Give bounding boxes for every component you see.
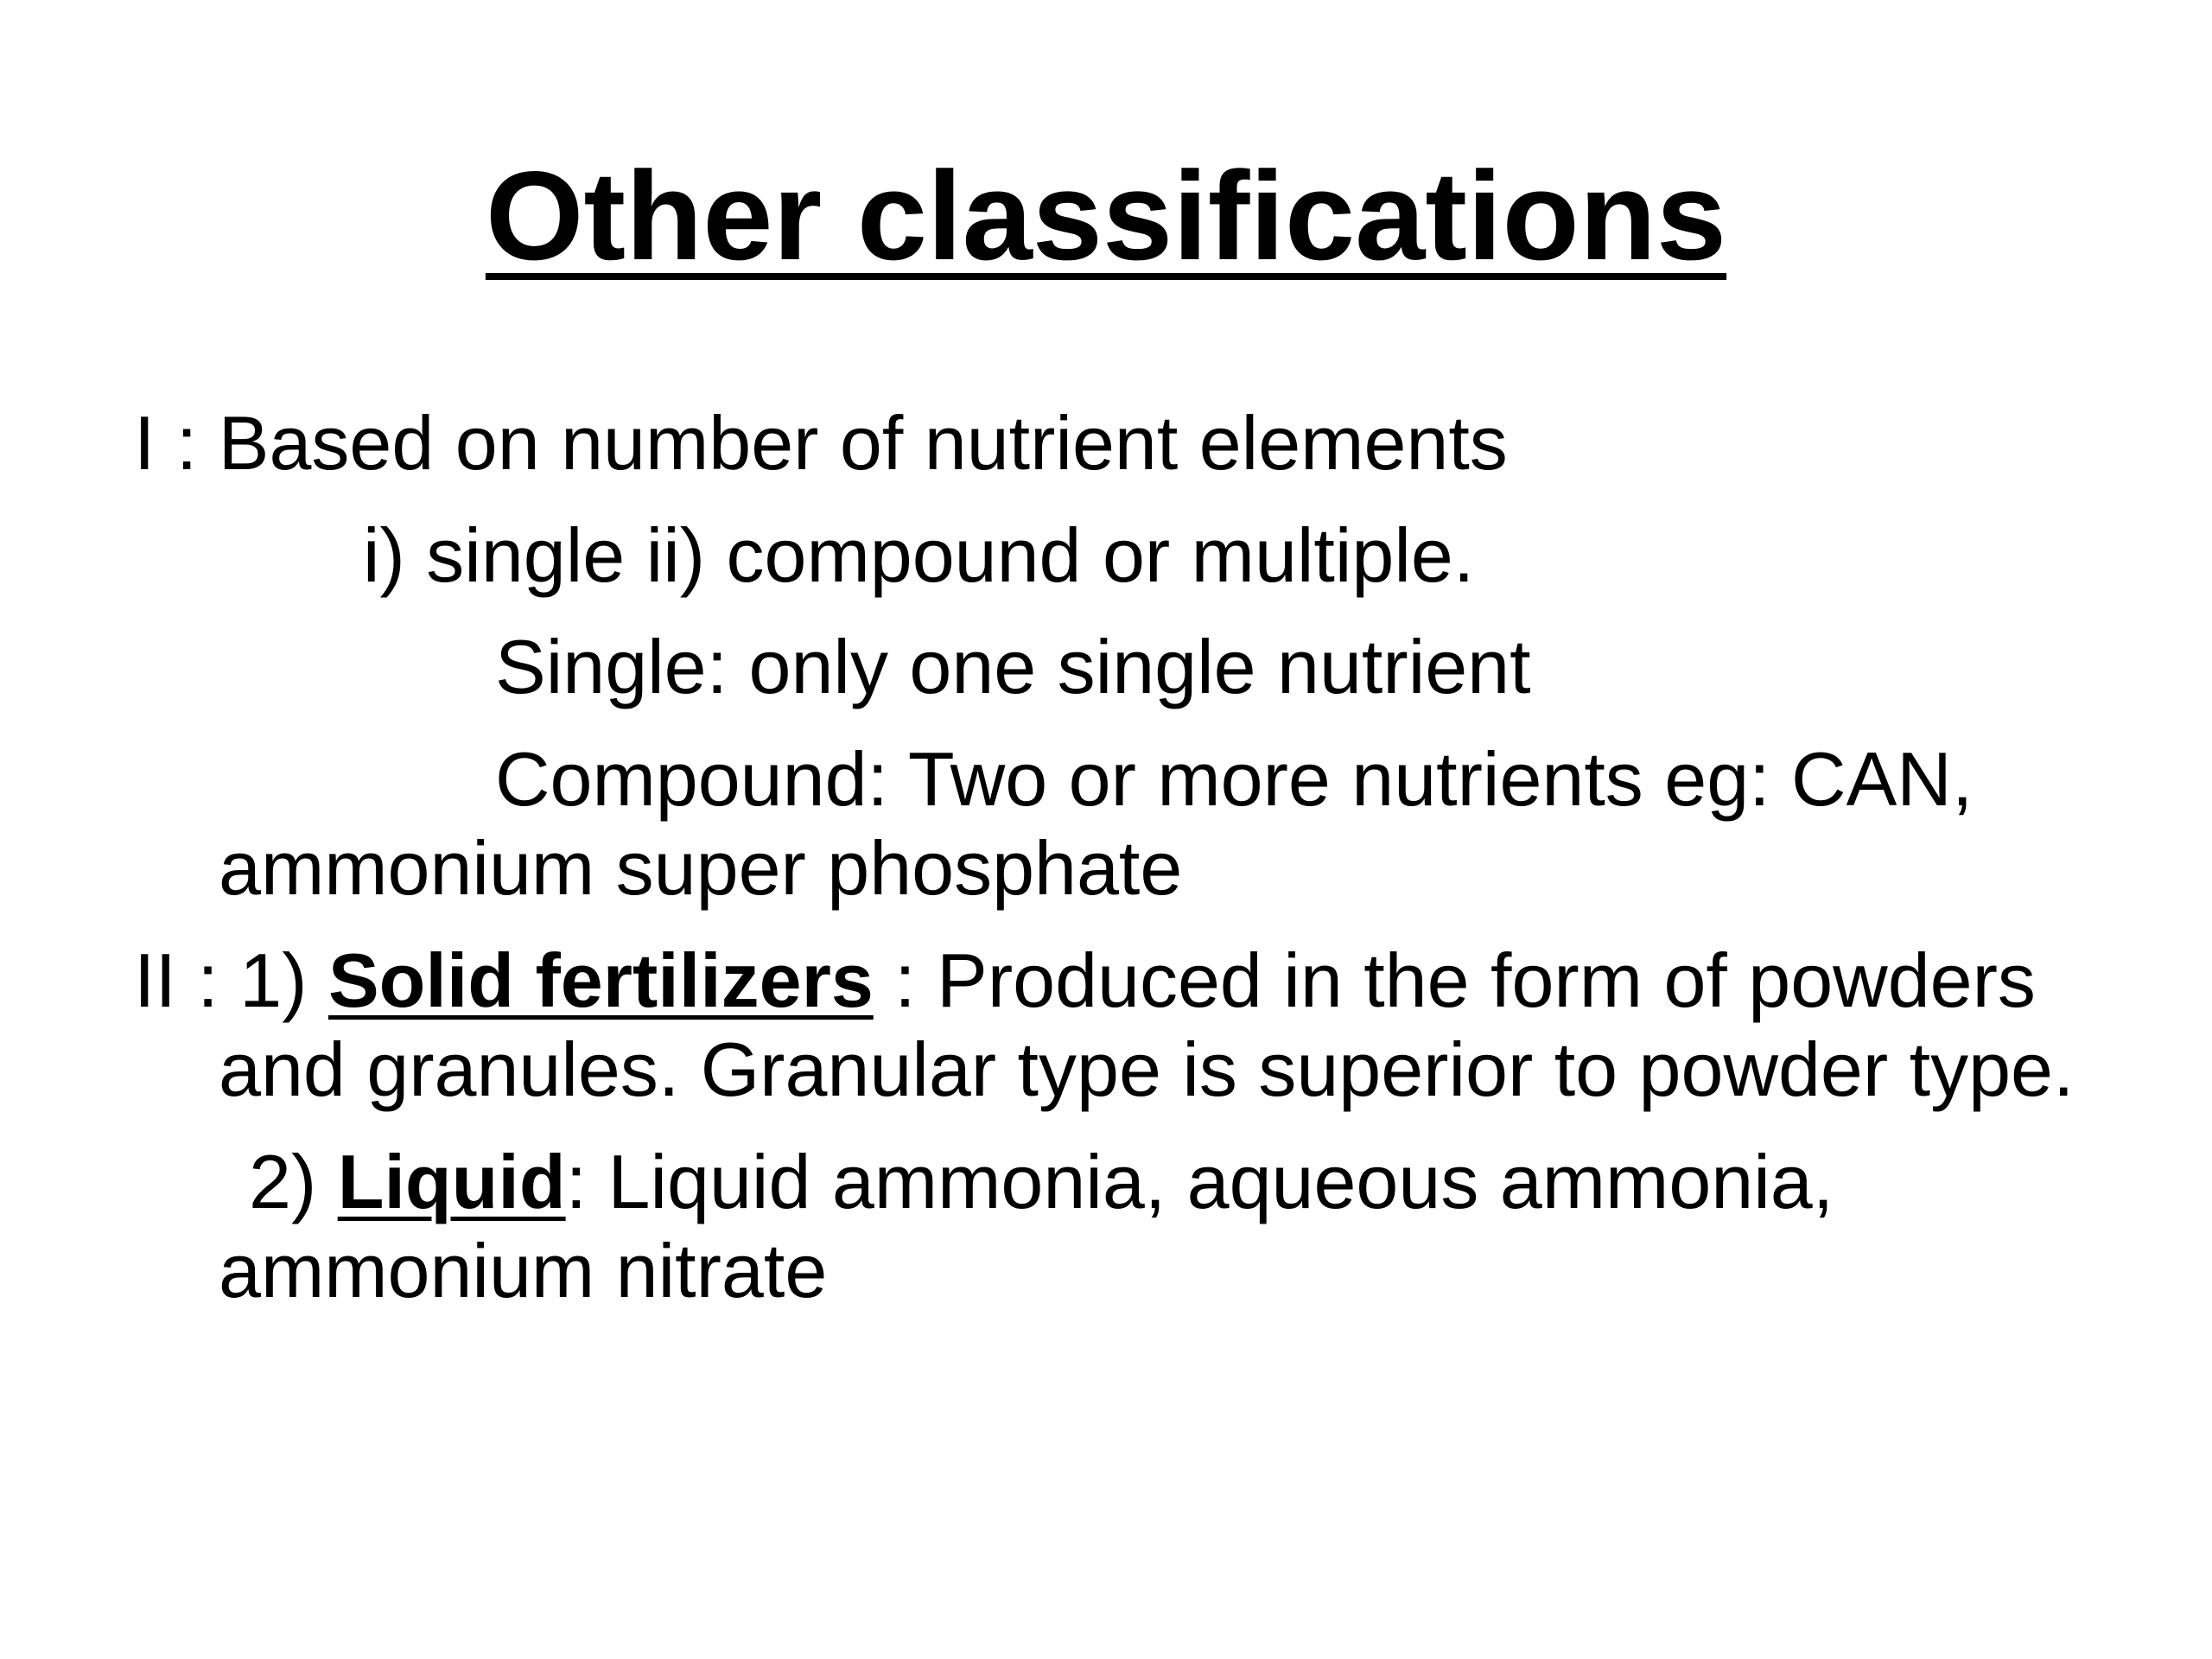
section-1-types: i) single ii) compound or multiple. <box>363 512 1475 598</box>
slide-title-text: Other classifications <box>485 145 1727 286</box>
compound-definition: Compound: Two or more nutrients eg: CAN, <box>495 736 1974 822</box>
single-definition: Single: only one single nutrient <box>495 624 1531 709</box>
solid-fertilizers-description: : Produced in the form of powders <box>873 938 2036 1023</box>
liquid-prefix: 2) <box>249 1139 338 1224</box>
solid-fertilizers-line <box>134 938 2036 1024</box>
liquid-fertilizers-continued: ammonium nitrate <box>219 1228 828 1313</box>
compound-definition-continued: ammonium super phosphate <box>219 825 1183 911</box>
section-2-prefix: II : 1) <box>134 938 328 1023</box>
liquid-description: : Liquid ammonia, aqueous ammonia, <box>565 1139 1834 1224</box>
section-1-heading: I : Based on number of nutrient elements <box>134 400 1508 486</box>
slide-title <box>0 138 2212 294</box>
solid-fertilizers-continued: and granules. Granular type is superior to powder type. <box>219 1027 2075 1112</box>
liquid-fertilizers-line <box>249 1139 1834 1225</box>
liquid-term: Liquid <box>337 1139 566 1224</box>
solid-fertilizers-term: Solid fertilizers <box>327 938 874 1023</box>
